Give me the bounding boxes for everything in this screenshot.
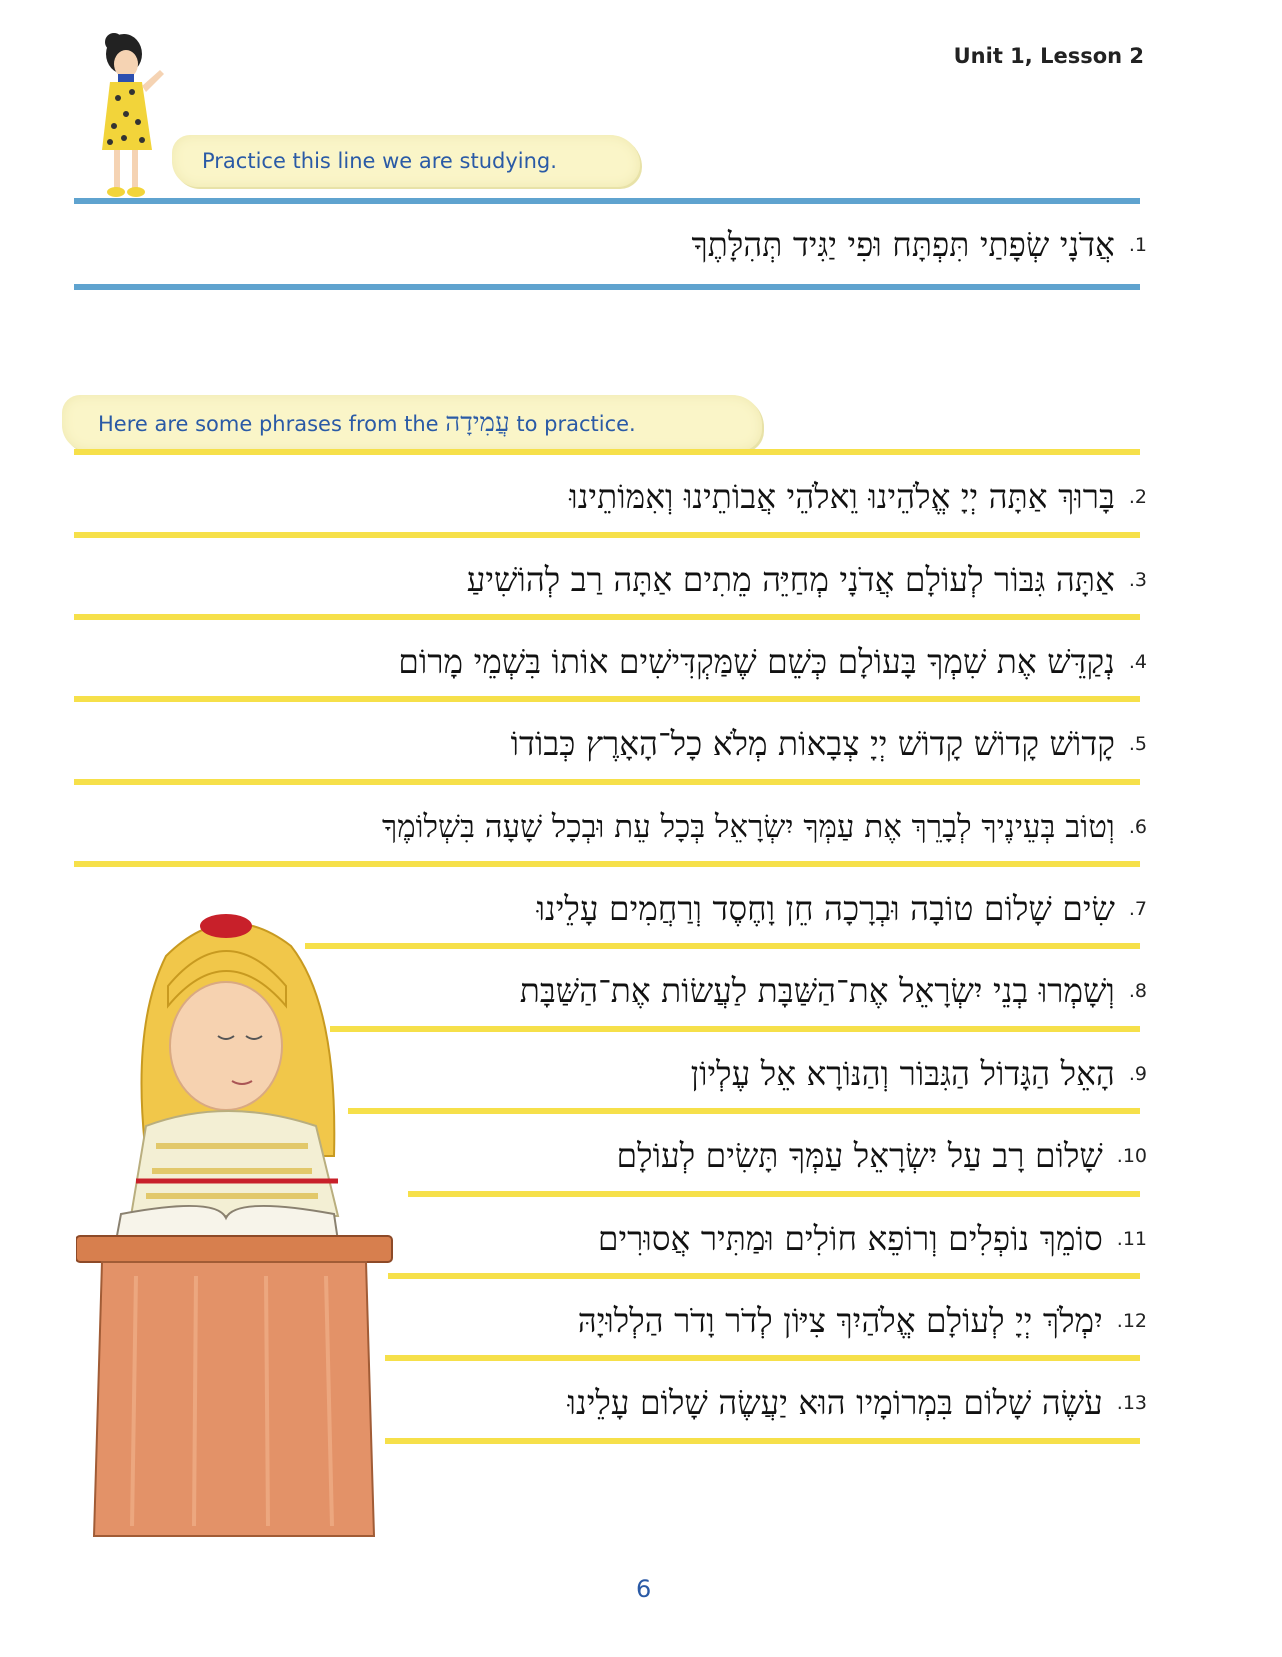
- phrase-line-11: [598, 1204, 1147, 1274]
- banner-text: Practice this line we are studying.: [202, 149, 557, 173]
- phrase-line-8: [520, 956, 1147, 1026]
- banner-hebrew-word: עֲמִידָה: [445, 408, 510, 438]
- hebrew-phrase: וְשָׁמְרוּ בְנֵי יִשְׂרָאֵל אֶת־הַשַּׁבָּת לַעֲשׂוֹת אֶת־הַשַּׁבָּת: [519, 971, 1115, 1010]
- line-number: .13: [1116, 1392, 1147, 1414]
- rule-yellow: [74, 779, 1140, 785]
- phrase-line-13: [568, 1368, 1147, 1438]
- rule-yellow: [74, 449, 1140, 455]
- banner-text-after: to practice.: [516, 412, 636, 436]
- hebrew-phrase: יִמְלֹךְ יְיָ לְעוֹלָם אֱלֹהַיִךְ צִיּוֹן לְדֹר וָדֹר הַלְלוּיָהּ: [577, 1301, 1103, 1340]
- hebrew-phrase: אַתָּה גִּבּוֹר לְעוֹלָם אֲדֹנָי מְחַיֵּה מֵתִים אַתָּה רַב לְהוֹשִׁיעַ: [466, 560, 1115, 599]
- rule-yellow: [74, 532, 1140, 538]
- line-number: .11: [1116, 1228, 1147, 1250]
- hebrew-phrase: בָּרוּךְ אַתָּה יְיָ אֱלֹהֵינוּ וֵאלֹהֵי אֲבוֹתֵינוּ וְאִמּוֹתֵינוּ: [569, 477, 1115, 516]
- line-number: .2: [1128, 486, 1147, 508]
- phrase-line-1: [692, 210, 1148, 280]
- phrase-line-2: [569, 462, 1147, 532]
- phrase-line-3: [467, 545, 1147, 615]
- phrase-line-9: [691, 1039, 1147, 1109]
- line-number: .6: [1128, 816, 1147, 838]
- rule-bottom-1: [74, 284, 1140, 290]
- hebrew-phrase: סוֹמֵךְ נוֹפְלִים וְרוֹפֵא חוֹלִים וּמַתִּיר אֲסוּרִים: [597, 1219, 1103, 1258]
- hebrew-phrase: עֹשֶׂה שָׁלוֹם בִּמְרוֹמָיו הוּא יַעֲשֶׂה שָׁלוֹם עָלֵינוּ: [567, 1383, 1103, 1422]
- child-at-lectern-illustration: [76, 896, 396, 1546]
- line-number: .10: [1116, 1145, 1147, 1167]
- phrase-line-12: [578, 1286, 1147, 1356]
- hebrew-phrase: וְטוֹב בְּעֵינֶיךָ לְבָרֵךְ אֶת עַמְּךָ יִשְׂרָאֵל בְּכָל עֵת וּבְכָל שָׁעָה בִּשְׁלוֹמֶךָ: [381, 809, 1115, 845]
- phrase-line-4: [398, 627, 1147, 697]
- hebrew-phrase: נְקַדֵּשׁ אֶת שִׁמְךָ בָּעוֹלָם כְּשֵׁם שֶׁמַּקְדִּישִׁים אוֹתוֹ בִּשְׁמֵי מָרוֹם: [398, 642, 1115, 681]
- hebrew-phrase: קָדוֹשׁ קָדוֹשׁ קָדוֹשׁ יְיָ צְבָאוֹת מְלֹא כָל־הָאָרֶץ כְּבוֹדוֹ: [510, 724, 1115, 763]
- rule-yellow: [330, 1026, 1140, 1032]
- rule-top-1: [74, 198, 1140, 204]
- hebrew-phrase: אֲדֹנָי שְׂפָתַי תִּפְתָּח וּפִי יַגִּיד תְּהִלָּתֶךָ: [691, 225, 1115, 264]
- line-number: .4: [1128, 651, 1147, 673]
- teacher-illustration: [80, 30, 170, 202]
- page-number: 6: [636, 1575, 652, 1603]
- phrases-banner: [62, 395, 762, 451]
- unit-lesson-label: Unit 1, Lesson 2: [953, 44, 1144, 68]
- practice-line-banner: [172, 135, 640, 187]
- phrase-line-6: [382, 792, 1147, 862]
- phrase-line-10: [617, 1121, 1147, 1191]
- line-number: .7: [1128, 898, 1147, 920]
- hebrew-phrase: שָׁלוֹם רָב עַל יִשְׂרָאֵל עַמְּךָ תָּשִׂים לְעוֹלָם: [616, 1136, 1103, 1175]
- phrase-line-5: [511, 709, 1147, 779]
- line-number: .8: [1128, 980, 1147, 1002]
- line-number: .1: [1128, 234, 1147, 256]
- line-number: .5: [1128, 733, 1147, 755]
- hebrew-phrase: הָאֵל הַגָּדוֹל הַגִּבּוֹר וְהַנּוֹרָא אֵל עֶלְיוֹן: [690, 1054, 1115, 1093]
- line-number: .9: [1128, 1063, 1147, 1085]
- rule-yellow: [408, 1191, 1140, 1197]
- line-number: .12: [1116, 1310, 1147, 1332]
- rule-yellow: [385, 1438, 1140, 1444]
- phrase-line-7: [537, 874, 1147, 944]
- hebrew-phrase: שִׂים שָׁלוֹם טוֹבָה וּבְרָכָה חֵן וָחֶסֶד וְרַחֲמִים עָלֵינוּ: [536, 889, 1115, 928]
- line-number: .3: [1128, 569, 1147, 591]
- banner-text-before: Here are some phrases from the: [98, 412, 439, 436]
